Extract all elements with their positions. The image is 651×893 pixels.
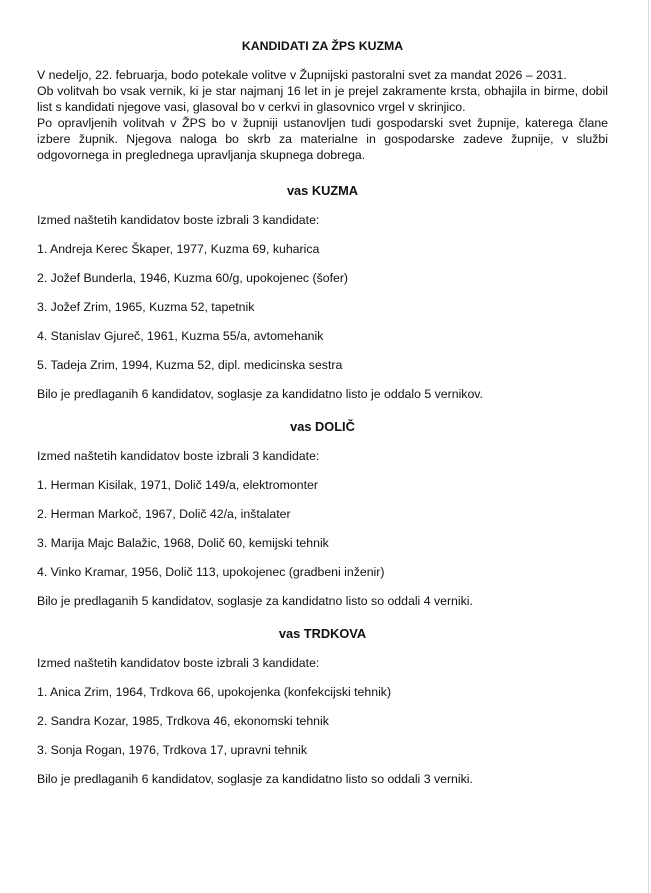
section-dolic [37, 419, 608, 609]
candidate-item: 3. Sonja Rogan, 1976, Trdkova 17, upravni tehnik [37, 743, 308, 757]
candidate-item: 1. Herman Kisilak, 1971, Dolič 149/a, elektromonter [37, 478, 318, 492]
candidate-item: 5. Tadeja Zrim, 1994, Kuzma 52, dipl. medicinska sestra [37, 358, 343, 372]
candidate-item: 2. Jožef Bunderla, 1946, Kuzma 60/g, upokojenec (šofer) [37, 271, 349, 285]
candidate-list-dolic [37, 477, 608, 580]
candidate-item: 1. Anica Zrim, 1964, Trdkova 66, upokojenka (konfekcijski tehnik) [37, 685, 392, 699]
candidate-item: 3. Jožef Zrim, 1965, Kuzma 52, tapetnik [37, 300, 255, 314]
intro-text [37, 67, 608, 163]
section-lead-trdkova: Izmed naštetih kandidatov boste izbrali 3 kandidate: [37, 656, 320, 670]
section-note-kuzma: Bilo je predlaganih 6 kandidatov, soglasje za kandidatno listo je oddalo 5 vernikov. [37, 387, 483, 401]
document-page [37, 38, 608, 787]
intro-paragraph-voting-rules: Ob volitvah bo vsak vernik, ki je star najmanj 16 let in je prejel zakramente krsta, obhajila in birme, dobil list s kandidati njegove vasi, glasoval bo v cerkvi in glasovnico vrgel v skrinjico. [37, 84, 608, 114]
section-kuzma [37, 183, 608, 402]
intro-paragraph-election-date: V nedeljo, 22. februarja, bodo potekale volitve v Župnijski pastoralni svet za mandat 2026 – 2031. [37, 68, 567, 82]
candidate-item: 3. Marija Majc Balažic, 1968, Dolič 60, kemijski tehnik [37, 536, 329, 550]
candidate-list-trdkova [37, 684, 608, 758]
section-lead-kuzma: Izmed naštetih kandidatov boste izbrali 3 kandidate: [37, 213, 320, 227]
section-trdkova [37, 626, 608, 787]
candidate-item: 4. Vinko Kramar, 1956, Dolič 113, upokojenec (gradbeni inženir) [37, 565, 385, 579]
section-heading-trdkova: vas TRDKOVA [278, 626, 367, 641]
section-heading-dolic: vas DOLIČ [290, 419, 355, 434]
document-title: KANDIDATI ZA ŽPS KUZMA [241, 39, 404, 53]
page-edge-divider [648, 0, 649, 893]
candidate-item: 2. Sandra Kozar, 1985, Trdkova 46, ekonomski tehnik [37, 714, 329, 728]
candidate-item: 2. Herman Markoč, 1967, Dolič 42/a, inštalater [37, 507, 291, 521]
candidate-list-kuzma [37, 241, 608, 373]
candidate-item: 4. Stanislav Gjureč, 1961, Kuzma 55/a, avtomehanik [37, 329, 324, 343]
candidate-item: 1. Andreja Kerec Škaper, 1977, Kuzma 69, kuharica [37, 242, 320, 256]
section-lead-dolic: Izmed naštetih kandidatov boste izbrali 3 kandidate: [37, 449, 320, 463]
intro-paragraph-economic-council: Po opravljenih volitvah v ŽPS bo v župniji ustanovljen tudi gospodarski svet župnije, katerega člane izbere župnik. Njegova naloga bo skrb za materialne in gospodarske zadeve župnije, v službi odgovornega in preglednega upravljanja skupnega dobrega. [37, 116, 608, 162]
section-heading-kuzma: vas KUZMA [286, 183, 359, 198]
section-note-dolic: Bilo je predlaganih 5 kandidatov, soglasje za kandidatno listo so oddali 4 verniki. [37, 594, 473, 608]
section-note-trdkova: Bilo je predlaganih 6 kandidatov, soglasje za kandidatno listo so oddali 3 verniki. [37, 772, 473, 786]
